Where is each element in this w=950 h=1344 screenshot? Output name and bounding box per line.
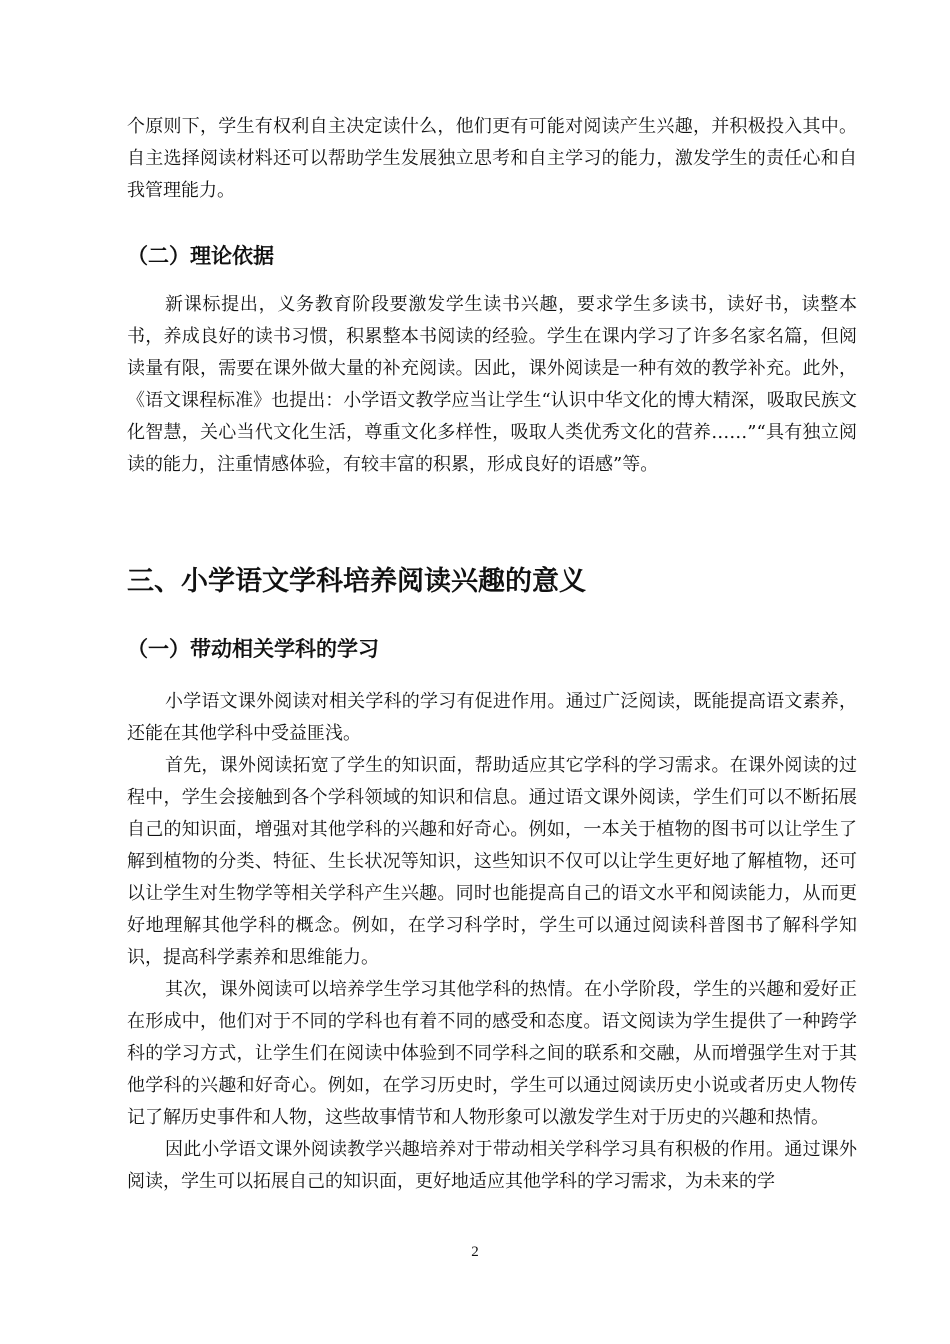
subsection-one-body xyxy=(127,686,857,1198)
body-paragraph: 小学语文课外阅读对相关学科的学习有促进作用。通过广泛阅读，既能提高语文素养，还能在其他学科中受益匪浅。 xyxy=(127,691,857,744)
section-theory-heading-block xyxy=(127,241,857,271)
subsection-heading-related-subjects: （一）带动相关学科的学习 xyxy=(127,637,379,661)
theory-paragraph: 新课标提出，义务教育阶段要激发学生读书兴趣，要求学生多读书，读好书，读整本书，养成良好的读书习惯，积累整本书阅读的经验。学生在课内学习了许多名家名篇，但阅读量有限，需要在课外做大量的补充阅读。因此，课外阅读是一种有效的教学补充。此外，《语文课程标准》也提出：小学语文教学应当让学生“认识中华文化的博大精深，吸取民族文化智慧，关心当代文化生活，尊重文化多样性，吸取人类优秀文化的营养……”“具有独立阅读的能力，注重情感体验，有较丰富的积累，形成良好的语感”等。 xyxy=(127,294,857,475)
body-paragraph: 首先，课外阅读拓宽了学生的知识面，帮助适应其它学科的学习需求。在课外阅读的过程中，学生会接触到各个学科领域的知识和信息。通过语文课外阅读，学生们可以不断拓展自己的知识面，增强对其他学科的兴趣和好奇心。例如，一本关于植物的图书可以让学生了解到植物的分类、特征、生长状况等知识，这些知识不仅可以让学生更好地了解植物，还可以让学生对生物学等相关学科产生兴趣。同时也能提高自己的语文水平和阅读能力，从而更好地理解其他学科的概念。例如，在学习科学时，学生可以通过阅读科普图书了解科学知识，提高科学素养和思维能力。 xyxy=(127,755,857,968)
chapter-heading: 三、小学语文学科培养阅读兴趣的意义 xyxy=(127,566,586,597)
intro-block xyxy=(127,111,857,207)
page-number: 2 xyxy=(471,1244,479,1260)
section-theory-body xyxy=(127,289,857,481)
subsection-one-heading-block xyxy=(127,634,857,664)
section-heading-theory: （二）理论依据 xyxy=(127,244,274,268)
body-paragraph: 其次，课外阅读可以培养学生学习其他学科的热情。在小学阶段，学生的兴趣和爱好正在形成中，他们对于不同的学科也有着不同的感受和态度。语文阅读为学生提供了一种跨学科的学习方式，让学生们在阅读中体验到不同学科之间的联系和交融，从而增强学生对于其他学科的兴趣和好奇心。例如，在学习历史时，学生可以通过阅读历史小说或者历史人物传记了解历史事件和人物，这些故事情节和人物形象可以激发学生对于历史的兴趣和热情。 xyxy=(127,979,857,1128)
intro-paragraph: 个原则下，学生有权利自主决定读什么，他们更有可能对阅读产生兴趣，并积极投入其中。自主选择阅读材料还可以帮助学生发展独立思考和自主学习的能力，激发学生的责任心和自我管理能力。 xyxy=(127,116,857,201)
body-paragraph: 因此小学语文课外阅读教学兴趣培养对于带动相关学科学习具有积极的作用。通过课外阅读，学生可以拓展自己的知识面，更好地适应其他学科的学习需求，为未来的学 xyxy=(127,1139,857,1192)
chapter-three-heading-block xyxy=(127,564,857,600)
